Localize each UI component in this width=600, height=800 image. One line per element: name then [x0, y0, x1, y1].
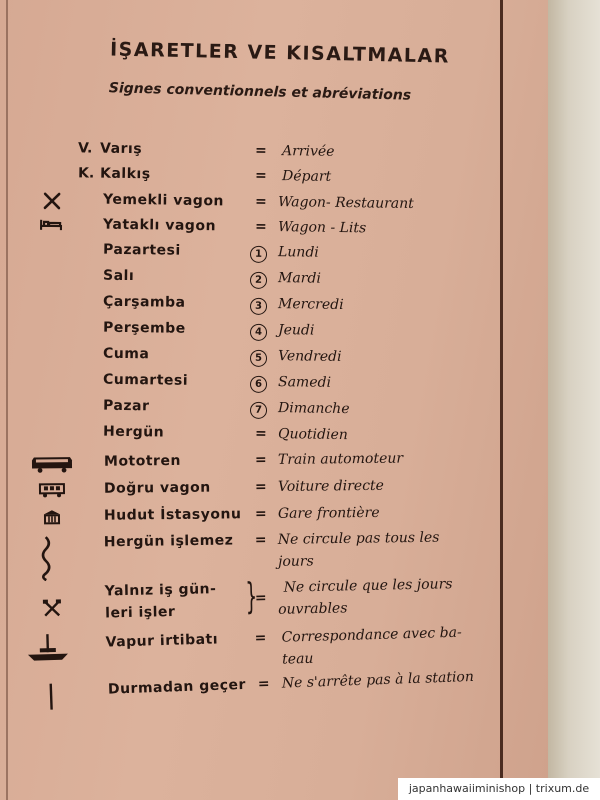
equals-sign: = [254, 590, 267, 607]
wavy-line-icon [38, 535, 71, 581]
turkish-term: Kalkış [99, 165, 151, 183]
turkish-term: Hudut İstasyonu [103, 506, 242, 524]
french-term-continued: ouvrables [277, 600, 348, 618]
french-term-continued: teau [281, 650, 314, 668]
page-title: İŞARETLER VE KISALTMALAR [109, 38, 451, 68]
row-prefix: V. [77, 140, 93, 157]
through-coach-icon [38, 481, 70, 505]
french-term: Ne circule pas tous les [277, 529, 440, 548]
french-term: Correspondance avec ba- [281, 624, 462, 646]
page-subtitle: Signes conventionnels et abréviations [108, 80, 412, 104]
equals-sign: = [254, 218, 267, 235]
french-term: Wagon- Restaurant [277, 194, 414, 213]
turkish-term: Mototren [103, 452, 181, 470]
equals-sign: = [257, 676, 270, 693]
turkish-term: Doğru vagon [103, 479, 211, 497]
turkish-term: Yataklı vagon [102, 216, 217, 235]
turkish-term: Yemekli vagon [102, 191, 225, 210]
brace-glyph: } [245, 576, 258, 618]
french-term: Quotidien [277, 426, 348, 444]
equals-sign: = [254, 506, 267, 523]
legend-row-not-daily [0, 528, 540, 582]
french-term-continued: jours [277, 553, 314, 570]
equals-sign: = [254, 425, 267, 442]
french-term: Ne s'arrête pas à la station [281, 668, 475, 692]
railcar-icon [30, 454, 76, 478]
french-term: Voiture directe [277, 477, 385, 495]
equals-sign: = [254, 142, 267, 159]
equals-sign: = [254, 630, 267, 647]
french-term: Mardi [277, 270, 321, 287]
hammer-pick-icon [42, 598, 74, 623]
turkish-term: Durmadan geçer [107, 676, 247, 698]
french-term: Train automoteur [277, 450, 404, 468]
watermark-credit: japanhawaiiminishop | trixum.de [398, 778, 600, 800]
turkish-term: Vapur irtibatı [105, 631, 219, 651]
french-term: Vendredi [277, 348, 342, 365]
turkish-term: Yalnız iş gün- [104, 581, 217, 600]
equals-sign: = [254, 193, 267, 210]
french-term: Mercredi [277, 296, 344, 314]
french-term: Dimanche [277, 400, 350, 418]
turkish-term: Varış [99, 140, 143, 158]
french-term: Lundi [277, 244, 319, 261]
french-term: Samedi [277, 374, 332, 391]
crossed-cutlery-icon [42, 191, 74, 215]
turkish-term: Perşembe [102, 319, 186, 337]
french-term: Départ [281, 168, 332, 185]
row-prefix: K. [77, 165, 95, 182]
circled-number-1: 1 [250, 246, 267, 263]
circled-number-4: 4 [250, 324, 267, 341]
turkish-term: Salı [102, 267, 135, 285]
background-strip [548, 0, 600, 800]
equals-sign: = [254, 167, 267, 184]
equals-sign: = [254, 452, 267, 469]
border-station-icon [42, 508, 74, 532]
turkish-term: Cumartesi [102, 371, 189, 389]
circled-number-6: 6 [250, 376, 267, 393]
turkish-term: Hergün işlemez [103, 532, 234, 551]
turkish-term: Pazar [102, 397, 150, 415]
equals-sign: = [254, 532, 267, 549]
circled-number-2: 2 [250, 272, 267, 289]
turkish-term: Çarşamba [102, 293, 186, 311]
french-term: Wagon - Lits [277, 219, 367, 237]
turkish-term: Hergün [102, 423, 165, 441]
french-term: Arrivée [281, 143, 335, 160]
vertical-bar-icon [46, 681, 79, 712]
equals-sign: = [254, 479, 267, 496]
french-term: Ne circule que les jours [283, 576, 453, 596]
french-term: Jeudi [277, 322, 315, 339]
french-term: Gare frontière [277, 504, 380, 522]
circled-number-7: 7 [250, 402, 267, 419]
turkish-term-continued: leri işler [105, 603, 176, 622]
turkish-term: Cuma [102, 345, 150, 363]
bed-icon [40, 216, 72, 240]
circled-number-3: 3 [250, 298, 267, 315]
turkish-term: Pazartesi [102, 241, 181, 259]
circled-number-5: 5 [250, 350, 267, 367]
steamship-icon [25, 632, 72, 667]
